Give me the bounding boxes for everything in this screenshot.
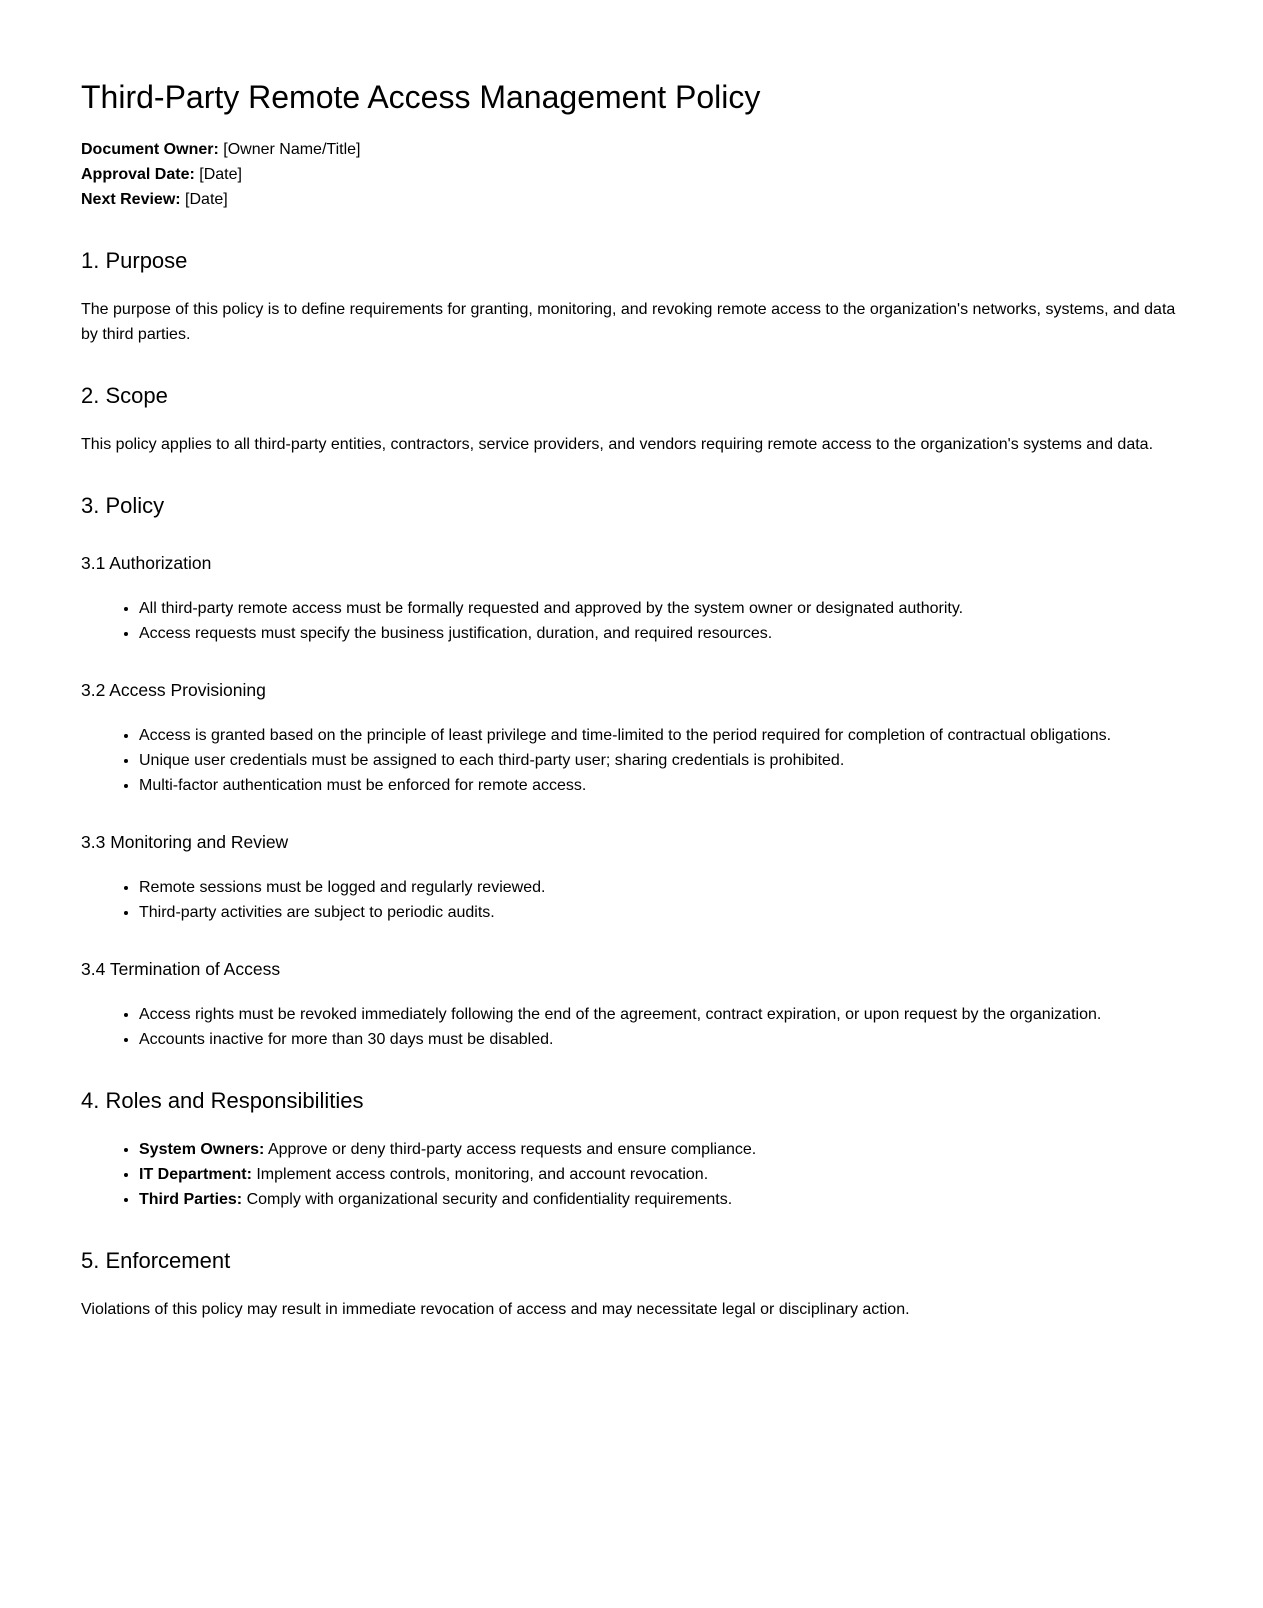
subsection-heading: 3.4 Termination of Access — [81, 959, 281, 979]
subsection-monitoring-review — [81, 831, 1183, 925]
meta-next-review — [81, 187, 1183, 212]
section-heading: 5. Enforcement — [81, 1248, 231, 1273]
role-item-it-department — [139, 1162, 1183, 1187]
list-item: • Access requests must specify the business justification, duration, and required resources. — [139, 621, 1183, 646]
list-item: • Remote sessions must be logged and regularly reviewed. — [139, 875, 1183, 900]
meta-label: Document Owner: — [81, 141, 219, 158]
bullet-list — [81, 723, 1183, 798]
bullet-list — [81, 596, 1183, 646]
meta-label: Approval Date: — [81, 166, 195, 183]
subsection-heading: 3.2 Access Provisioning — [81, 680, 266, 700]
subsection-access-provisioning — [81, 679, 1183, 798]
roles-list — [81, 1137, 1183, 1212]
list-item: • Access rights must be revoked immediately following the end of the agreement, contract expiration, or upon request by the organization. — [139, 1002, 1183, 1027]
role-name: System Owners: — [139, 1141, 265, 1158]
role-description: Comply with organizational security and confidentiality requirements. — [242, 1191, 733, 1208]
subsection-authorization — [81, 552, 1183, 646]
list-item: • All third-party remote access must be formally requested and approved by the system owner or designated authority. — [139, 596, 1183, 621]
document-meta — [81, 137, 1183, 212]
list-item: • Access is granted based on the principle of least privilege and time-limited to the period required for completion of contractual obligations. — [139, 723, 1183, 748]
subsection-termination-of-access — [81, 958, 1183, 1052]
section-scope — [81, 383, 1183, 457]
meta-value: [Owner Name/Title] — [218, 141, 361, 158]
role-item-system-owners — [139, 1137, 1183, 1162]
meta-value: [Date] — [194, 166, 242, 183]
meta-label: Next Review: — [81, 191, 181, 208]
meta-approval-date — [81, 162, 1183, 187]
subsection-heading: 3.1 Authorization — [81, 553, 212, 573]
section-text: The purpose of this policy is to define requirements for granting, monitoring, and revoking remote access to the organization's networks, systems, and data by third parties. — [81, 301, 1176, 343]
role-description: Approve or deny third-party access requests and ensure compliance. — [264, 1141, 757, 1158]
role-name: IT Department: — [139, 1166, 252, 1183]
section-heading: 3. Policy — [81, 493, 165, 518]
list-item: • Third-party activities are subject to periodic audits. — [139, 900, 1183, 925]
section-policy — [81, 493, 1183, 1052]
subsection-heading: 3.3 Monitoring and Review — [81, 832, 289, 852]
section-text: This policy applies to all third-party entities, contractors, service providers, and vendors requiring remote access to the organization's systems and data. — [81, 436, 1154, 453]
bullet-list — [81, 875, 1183, 925]
list-item: • Unique user credentials must be assigned to each third-party user; sharing credentials is prohibited. — [139, 748, 1183, 773]
list-item: • Accounts inactive for more than 30 days must be disabled. — [139, 1027, 1183, 1052]
section-text: Violations of this policy may result in immediate revocation of access and may necessitate legal or disciplinary action. — [81, 1301, 910, 1318]
list-item: • Multi-factor authentication must be enforced for remote access. — [139, 773, 1183, 798]
section-heading: 2. Scope — [81, 383, 168, 408]
meta-document-owner — [81, 137, 1183, 162]
section-heading: 4. Roles and Responsibilities — [81, 1088, 364, 1113]
role-name: Third Parties: — [139, 1191, 243, 1208]
document-title: Third-Party Remote Access Management Policy — [81, 79, 761, 115]
meta-value: [Date] — [180, 191, 228, 208]
section-purpose — [81, 248, 1183, 347]
bullet-list — [81, 1002, 1183, 1052]
role-description: Implement access controls, monitoring, and account revocation. — [251, 1166, 709, 1183]
section-enforcement — [81, 1248, 1183, 1322]
role-item-third-parties — [139, 1187, 1183, 1212]
section-heading: 1. Purpose — [81, 248, 188, 273]
section-roles-responsibilities — [81, 1088, 1183, 1212]
